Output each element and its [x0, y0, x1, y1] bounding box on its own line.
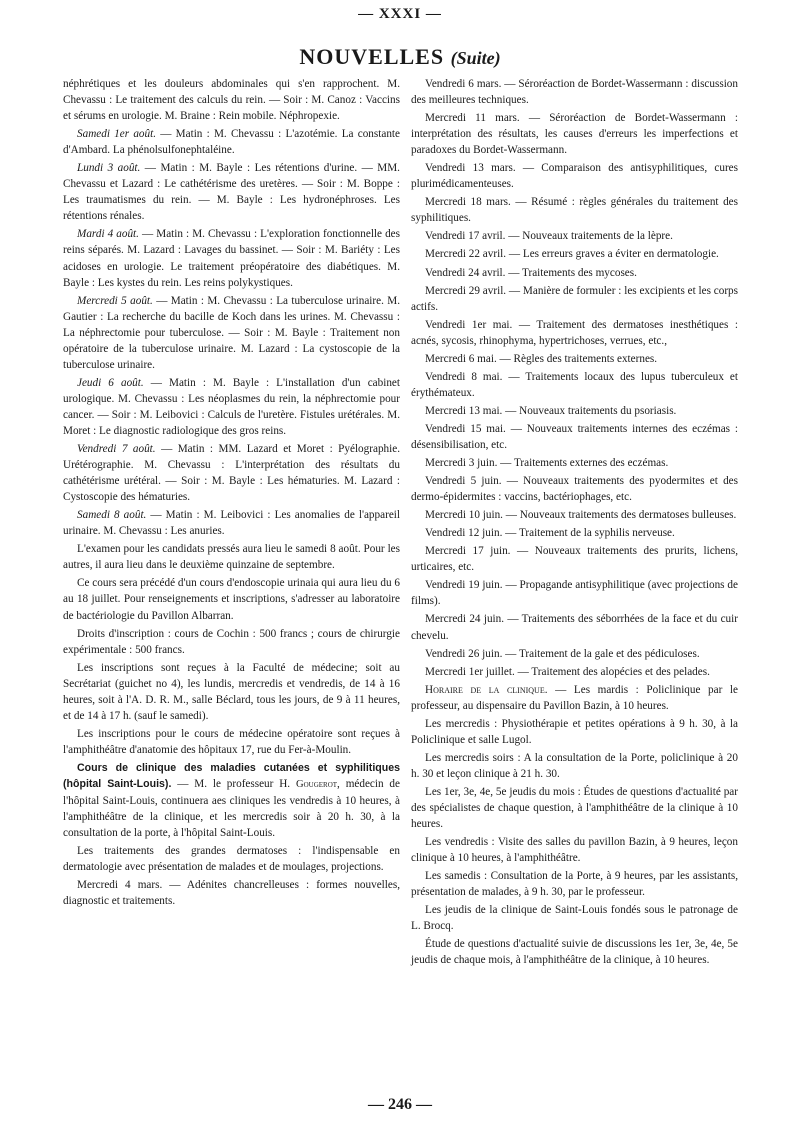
page-number: — 246 —: [368, 1096, 432, 1113]
paragraph: Les inscriptions pour le cours de médecine opératoire sont reçues à l'amphithéâtre d'anatomie des hôpitaux 17, rue du Fer-à-Moulin.: [63, 727, 400, 756]
schedule-entry: Vendredi 13 mars. — Comparaison des antisyphilitiques, cures plurimédicamenteuses.: [411, 162, 738, 191]
paragraph: [63, 441, 400, 505]
paragraph-text: , médecin de l'hôpital Saint-Louis, continuera aes cliniques les vendredis à 10 heures, à l'amphithéâtre de la clinique, et les mercredis soir à 20 h. 30, à la consultation de la porte, à l'hôpital Saint-Louis.: [63, 777, 400, 840]
paragraph: Les jeudis de la clinique de Saint-Louis fondés sous le patronage de L. Brocq.: [411, 904, 738, 933]
schedule-entry: Vendredi 17 avril. — Nouveaux traitements de la lèpre.: [425, 230, 673, 243]
paragraph: Les mercredis : Physiothérapie et petites opérations à 9 h. 30, à la Policlinique et salle Lugol.: [411, 717, 738, 746]
section-heading: Cours de clinique des maladies cutanées et syphilitiques (hôpital Saint-Louis).: [63, 761, 400, 790]
schedule-entry: Mercredi 29 avril. — Manière de formuler : les excipients et les corps actifs.: [411, 284, 738, 313]
paragraph: Les 1er, 3e, 4e, 5e jeudis du mois : Études de questions d'actualité par des spécialistes de chaque question, à l'amphithéâtre de la clinique à 10 heures.: [411, 785, 738, 831]
schedule-entry: Mercredi 13 mai. — Nouveaux traitements du psoriasis.: [425, 404, 677, 417]
schedule-entry: Vendredi 19 juin. — Propagande antisyphilitique (avec projections de films).: [411, 579, 738, 608]
paragraph: Les mercredis soirs : A la consultation de la Porte, policlinique à 20 h. 30 et leçon clinique à 21 h. 30.: [411, 751, 738, 780]
paragraph-text: — Matin : M. Bayle : L'installation d'un cabinet urologique. M. Chevassu : Les néoplasmes du rein, la néphrectomie pour cancer. — Soir : M. Leibovici : Calculs de l'uretère. Fistules urétérales. M. Moret : Le diagnostic radiologique des gros reins.: [63, 376, 400, 437]
paragraph-text: — Matin : M. Chevassu : L'azotémie. La constante d'Ambard. La phénolsulfonephtaléine.: [63, 128, 400, 157]
paragraph: Les inscriptions sont reçues à la Faculté de médecine; soit au Secrétariat (guichet no 4), les lundis, mercredis et vendredis, de 14 à 16 heures, soit à l'A. D. R. M., salle Béclard, tous les jours, de 9 à 11 heures, et de 14 à 17 h. (sauf le samedi).: [63, 661, 400, 722]
paragraph: Les vendredis : Visite des salles du pavillon Bazin, à 9 heures, leçon clinique à 10 heures, à l'amphithéâtre.: [411, 836, 738, 865]
page-title: [0, 44, 800, 70]
schedule-entry: Vendredi 24 avril. — Traitements des mycoses.: [425, 266, 637, 279]
date-label: Samedi 1er août.: [77, 128, 157, 141]
date-label: Vendredi 7 août.: [77, 443, 156, 456]
schedule-entry: Mercredi 10 juin. — Nouveaux traitements des dermatoses bulleuses.: [425, 509, 737, 522]
date-label: Samedi 8 août.: [77, 509, 147, 522]
schedule-entry: Vendredi 6 mars. — Séroréaction de Bordet-Wassermann : discussion des meilleures techniques.: [411, 78, 738, 107]
schedule-entry: Mercredi 3 juin. — Traitements externes des eczémas.: [425, 457, 669, 470]
schedule-entry: Vendredi 12 juin. — Traitement de la syphilis nerveuse.: [425, 527, 675, 540]
paragraph: [411, 682, 738, 714]
paragraph-text: — Les mardis : Policlinique par le professeur, au dispensaire du Pavillon Bazin, à 10 heures.: [411, 683, 738, 712]
paragraph-text: — Matin : M. Chevassu : La tuberculose urinaire. M. Gautier : La recherche du bacille de Koch dans les urines. M. Chevassu : La néphrectomie pour tuberculose. — Soir : M. Bayle : Traitement non opératoire de la tuberculose urinaire. M. Lazard : La cystoscopie de la tuberculose urinaire.: [63, 294, 400, 371]
paragraph: Les samedis : Consultation de la Porte, à 9 heures, par les assistants, présentation de malades, à 9 h. 30, par le professeur.: [411, 870, 738, 899]
right-column: [411, 76, 738, 968]
paragraph: [63, 126, 400, 158]
paragraph: [63, 760, 400, 841]
date-label: Mercredi 5 août.: [77, 294, 153, 307]
title-suite: (Suite): [450, 48, 501, 68]
schedule-entry: Mercredi 18 mars. — Résumé : règles générales du traitement des syphilitiques.: [411, 196, 738, 225]
section-heading: Horaire de la clinique.: [425, 683, 548, 696]
paragraph-text: — Matin : MM. Lazard et Moret : Pyélographie. Urétérographie. M. Chevassu : L'interprétation des résultats du cathétérisme urétéral. — Soir : M. Bayle : Les hématuries. M. Lazard : Cystoscopie des hématuries.: [63, 443, 400, 504]
paragraph-text: — M. le professeur H.: [171, 777, 296, 790]
schedule-entry: Vendredi 1er mai. — Traitement des dermatoses inesthétiques : acnés, sycosis, rhinophyma, hypertrichoses, verrues, etc.,: [411, 318, 738, 347]
paragraph: [63, 226, 400, 290]
paragraph-text: — Matin : M. Chevassu : L'exploration fonctionnelle des reins séparés. M. Lazard : Lavages du bassinet. — Soir : M. Bariéty : Les acidoses en urologie. Le traitement préopératoire des diabétiques. M. Bayle : Les kystes du rein. Les reins polykystiques.: [63, 228, 400, 289]
paragraph: Droits d'inscription : cours de Cochin : 500 francs ; cours de chirurgie expérimentale : 500 francs.: [63, 627, 400, 656]
paragraph: [63, 375, 400, 439]
schedule-entry: Mercredi 11 mars. — Séroréaction de Bordet-Wassermann : interprétation des résultats, les causes d'erreurs les imperfections et paradoxes du Bordet-Wassermann.: [411, 112, 738, 157]
roman-page-number: — XXXI —: [358, 6, 442, 22]
schedule-entry: Mercredi 6 mai. — Règles des traitements externes.: [425, 352, 658, 365]
schedule-entry: Mercredi 1er juillet. — Traitement des alopécies et des pelades.: [425, 665, 710, 678]
paragraph-text: — Matin : M. Leibovici : Les anomalies de l'appareil urinaire. M. Chevassu : Les anuries.: [63, 509, 400, 538]
date-label: Lundi 3 août.: [77, 162, 141, 175]
schedule-entry: Vendredi 26 juin. — Traitement de la gale et des pédiculoses.: [425, 647, 700, 660]
paragraph-text: — Matin : M. Bayle : Les rétentions d'urine. — MM. Chevassu et Lazard : Le cathétérisme des uretères. — Soir : M. Boppe : Les traumatismes du rein. — M. Bayle : Les hydronéphroses. Les rétentions rénales.: [63, 162, 400, 223]
title-text: NOUVELLES: [299, 44, 445, 69]
paragraph: Les traitements des grandes dermatoses : l'indispensable en dermatologie avec présentation de malades et de moulages, projections.: [63, 845, 400, 874]
left-column: [63, 76, 400, 909]
paragraph: [63, 293, 400, 373]
schedule-entry: Mercredi 17 juin. — Nouveaux traitements des prurits, lichens, urticaires, etc.: [411, 545, 738, 574]
paragraph: néphrétiques et les douleurs abdominales qui s'en rapprochent. M. Chevassu : Le traitement des calculs du rein. — Soir : M. Canoz : Vaccins et sérums en urologie. M. Braine : Rein mobile. Néphropexie.: [63, 78, 400, 123]
paragraph: Étude de questions d'actualité suivie de discussions les 1er, 3e, 4e, 5e jeudis de chaque mois, à l'amphithéâtre de la clinique, à 10 heures.: [411, 938, 738, 967]
schedule-entry: Vendredi 15 mai. — Nouveaux traitements internes des eczémas : désensibilisation, etc.: [411, 422, 738, 451]
professor-name: Gougerot: [295, 778, 338, 790]
date-label: Mardi 4 août.: [77, 228, 139, 241]
schedule-entry: Mercredi 24 juin. — Traitements des séborrhées de la face et du cuir chevelu.: [411, 613, 738, 642]
paragraph: [63, 507, 400, 539]
paragraph: Mercredi 4 mars. — Adénites chancrelleuses : formes nouvelles, diagnostic et traitements.: [63, 879, 400, 908]
paragraph: [63, 160, 400, 224]
paragraph: L'examen pour les candidats pressés aura lieu le samedi 8 août. Pour les autres, il aura lieu dans le deuxième quinzaine de septembre.: [63, 543, 400, 572]
schedule-entry: Vendredi 5 juin. — Nouveaux traitements des pyodermites et des dermo-épidermites : vaccins, bactériophages, etc.: [411, 475, 738, 504]
schedule-entry: Vendredi 8 mai. — Traitements locaux des lupus tuberculeux et érythémateux.: [411, 370, 738, 399]
paragraph: Ce cours sera précédé d'un cours d'endoscopie urinaia qui aura lieu du 6 au 18 juillet. Pour renseignements et inscriptions, s'adresser au laboratoire de bactériologie du Pavillon Albarran.: [63, 577, 400, 622]
date-label: Jeudi 6 août.: [77, 376, 144, 389]
schedule-entry: Mercredi 22 avril. — Les erreurs graves a éviter en dermatologie.: [425, 248, 719, 261]
